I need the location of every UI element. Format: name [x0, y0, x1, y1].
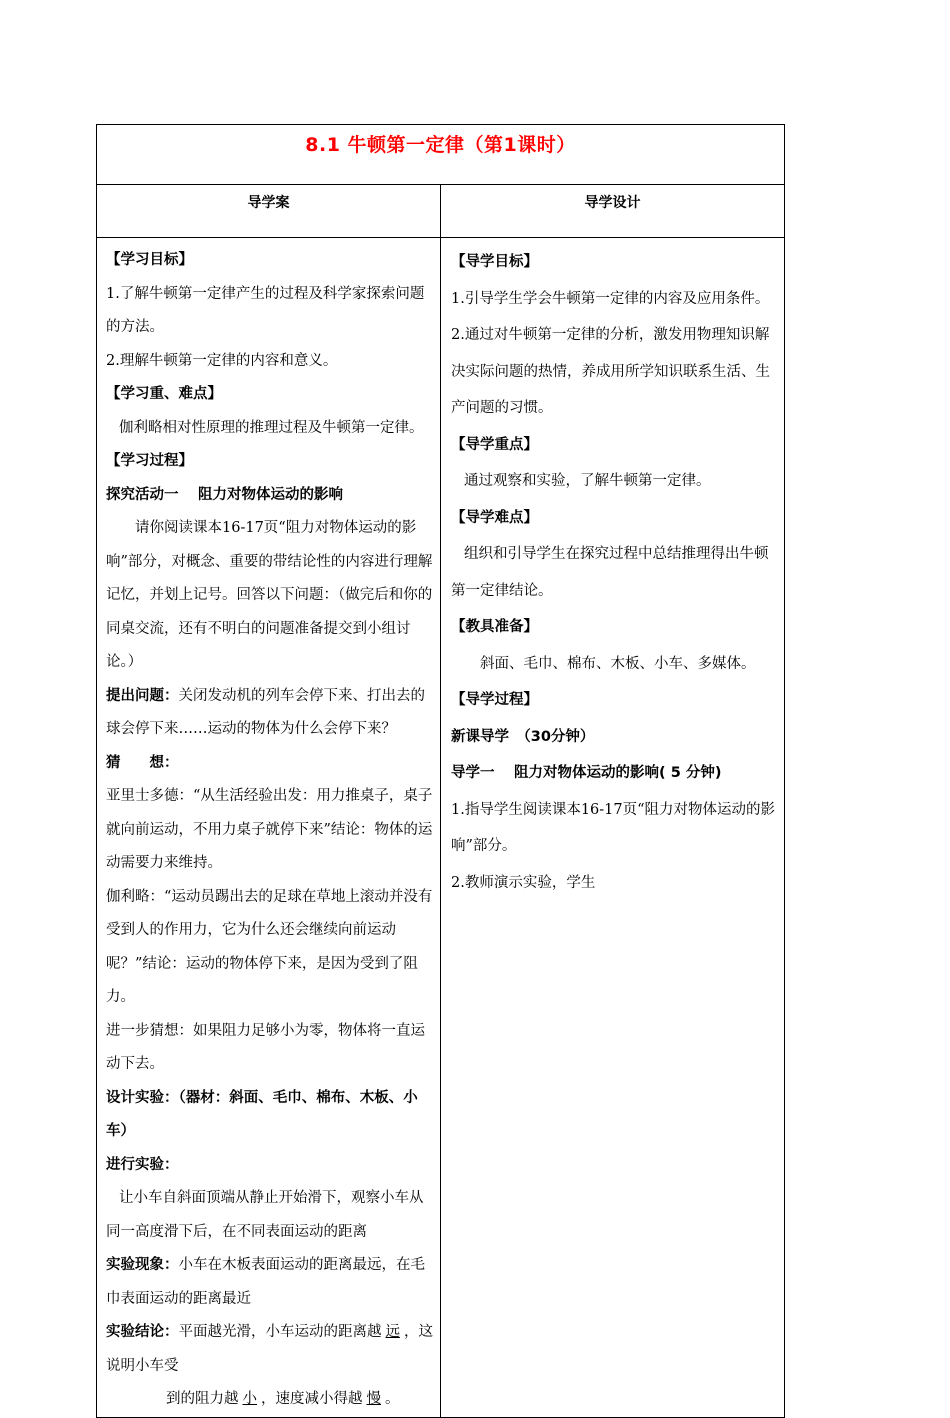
- teaching-goal-1: 1.引导学生学会牛顿第一定律的内容及应用条件。: [451, 290, 770, 307]
- teaching-difficulty-heading: 【导学难点】: [451, 509, 538, 526]
- right-column-header: [441, 185, 785, 238]
- teaching-process-heading: 【导学过程】: [451, 692, 538, 708]
- phenomenon-text: 小车在木板表面运动的距离最远，在毛巾表面运动的距离最近: [106, 1257, 425, 1307]
- conclusion-part-1: 平面越光滑，小车运动的距离越: [178, 1324, 382, 1340]
- phenomenon-label: 实验现象：: [106, 1257, 179, 1273]
- design-experiment-label: 设计实验：（器材：斜面、毛巾、棉布、木板、小车）: [106, 1089, 418, 1139]
- teaching-tools-text: 斜面、毛巾、棉布、木板、小车、多媒体。: [480, 655, 756, 672]
- learning-process-heading: 【学习过程】: [106, 453, 193, 469]
- conclusion-blank-1: 远: [385, 1324, 400, 1340]
- lesson-plan-table: [96, 124, 785, 1418]
- teaching-design-column: [441, 238, 785, 1418]
- conclusion-part-5: 。: [385, 1391, 400, 1407]
- conclusion-continuation: [106, 1383, 434, 1417]
- conclusion-blank-2: 小: [242, 1391, 257, 1407]
- conclusion-part-4: ，速度减小得越: [261, 1391, 363, 1407]
- conduct-experiment-text: 让小车自斜面顶端从静止开始滑下，观察小车从同一高度滑下后，在不同表面运动的距离: [106, 1190, 424, 1240]
- new-lesson-label: 新课导学 （30分钟）: [451, 728, 595, 745]
- reading-instruction: 请你阅读课本16-17页“阻力对物体运动的影响”部分，对概念、重要的带结论性的内容进行理解记忆，并划上记号。回答以下问题：（做完后和你的同桌交流，还有不明白的问题准备提交到小组讨论。）: [106, 520, 433, 670]
- guide-step-1: 1.指导学生阅读课本16-17页“阻力对物体运动的影响”部分。: [451, 801, 776, 854]
- guess-label: 猜 想：: [106, 754, 179, 771]
- conduct-experiment-label: 进行实验：: [106, 1156, 179, 1173]
- phenomenon-paragraph: [106, 1249, 434, 1316]
- question-paragraph: [106, 680, 434, 747]
- teaching-key-text: 通过观察和实验，了解牛顿第一定律。: [464, 473, 711, 489]
- study-plan-column: [97, 238, 441, 1418]
- teaching-goal-2: 2.通过对牛顿第一定律的分析，激发用物理知识解决实际问题的热情，养成用所学知识联系生活、生产问题的习惯。: [451, 327, 770, 416]
- title-cell: [97, 125, 785, 185]
- question-text: 关闭发动机的列车会停下来、打出去的球会停下来……运动的物体为什么会停下来？: [106, 687, 425, 737]
- conclusion-label: 实验结论：: [106, 1324, 179, 1340]
- guide-section-1: 导学一 阻力对物体运动的影响( 5 分钟): [451, 765, 722, 781]
- guide-step-2: 2.教师演示实验，学生: [451, 874, 596, 891]
- further-guess: 进一步猜想：如果阻力足够小为零，物体将一直运动下去。: [106, 1022, 425, 1072]
- learning-goal-1: 1.了解牛顿第一定律产生的过程及科学家探索问题的方法。: [106, 285, 425, 335]
- teaching-key-heading: 【导学重点】: [451, 436, 538, 453]
- activity-title: 探究活动一 阻力对物体运动的影响: [106, 486, 344, 503]
- conclusion-blank-3: 慢: [366, 1391, 381, 1407]
- conclusion-part-2: ，这说明小车受: [106, 1324, 433, 1374]
- key-points-text: 伽利略相对性原理的推理过程及牛顿第一定律。: [119, 419, 424, 436]
- learning-goal-2: 2.理解牛顿第一定律的内容和意义。: [106, 352, 338, 369]
- galileo-view: 伽利略：“运动员踢出去的足球在草地上滚动并没有受到人的作用力，它为什么还会继续向前运动呢？”结论：运动的物体停下来，是因为受到了阻力。: [106, 888, 433, 1005]
- conclusion-part-3: 到的阻力越: [166, 1391, 239, 1407]
- left-column-header-text: 导学案: [247, 195, 290, 211]
- key-points-heading: 【学习重、难点】: [106, 386, 222, 402]
- right-column-header-text: 导学设计: [584, 195, 641, 211]
- left-column-header: [97, 185, 441, 238]
- aristotle-view: 亚里士多德：“从生活经验出发：用力推桌子，桌子就向前运动，不用力桌子就停下来”结论：物体的运动需要力来维持。: [106, 788, 433, 871]
- page-title: 8.1 牛顿第一定律（第1课时）: [305, 134, 576, 156]
- teaching-tools-heading: 【教具准备】: [451, 619, 538, 635]
- teaching-difficulty-text: 组织和引导学生在探究过程中总结推理得出牛顿第一定律结论。: [451, 546, 769, 599]
- conclusion-paragraph: [106, 1316, 434, 1383]
- question-label: 提出问题：: [106, 687, 179, 704]
- learning-goals-heading: 【学习目标】: [106, 252, 193, 268]
- teaching-goals-heading: 【导学目标】: [451, 254, 538, 270]
